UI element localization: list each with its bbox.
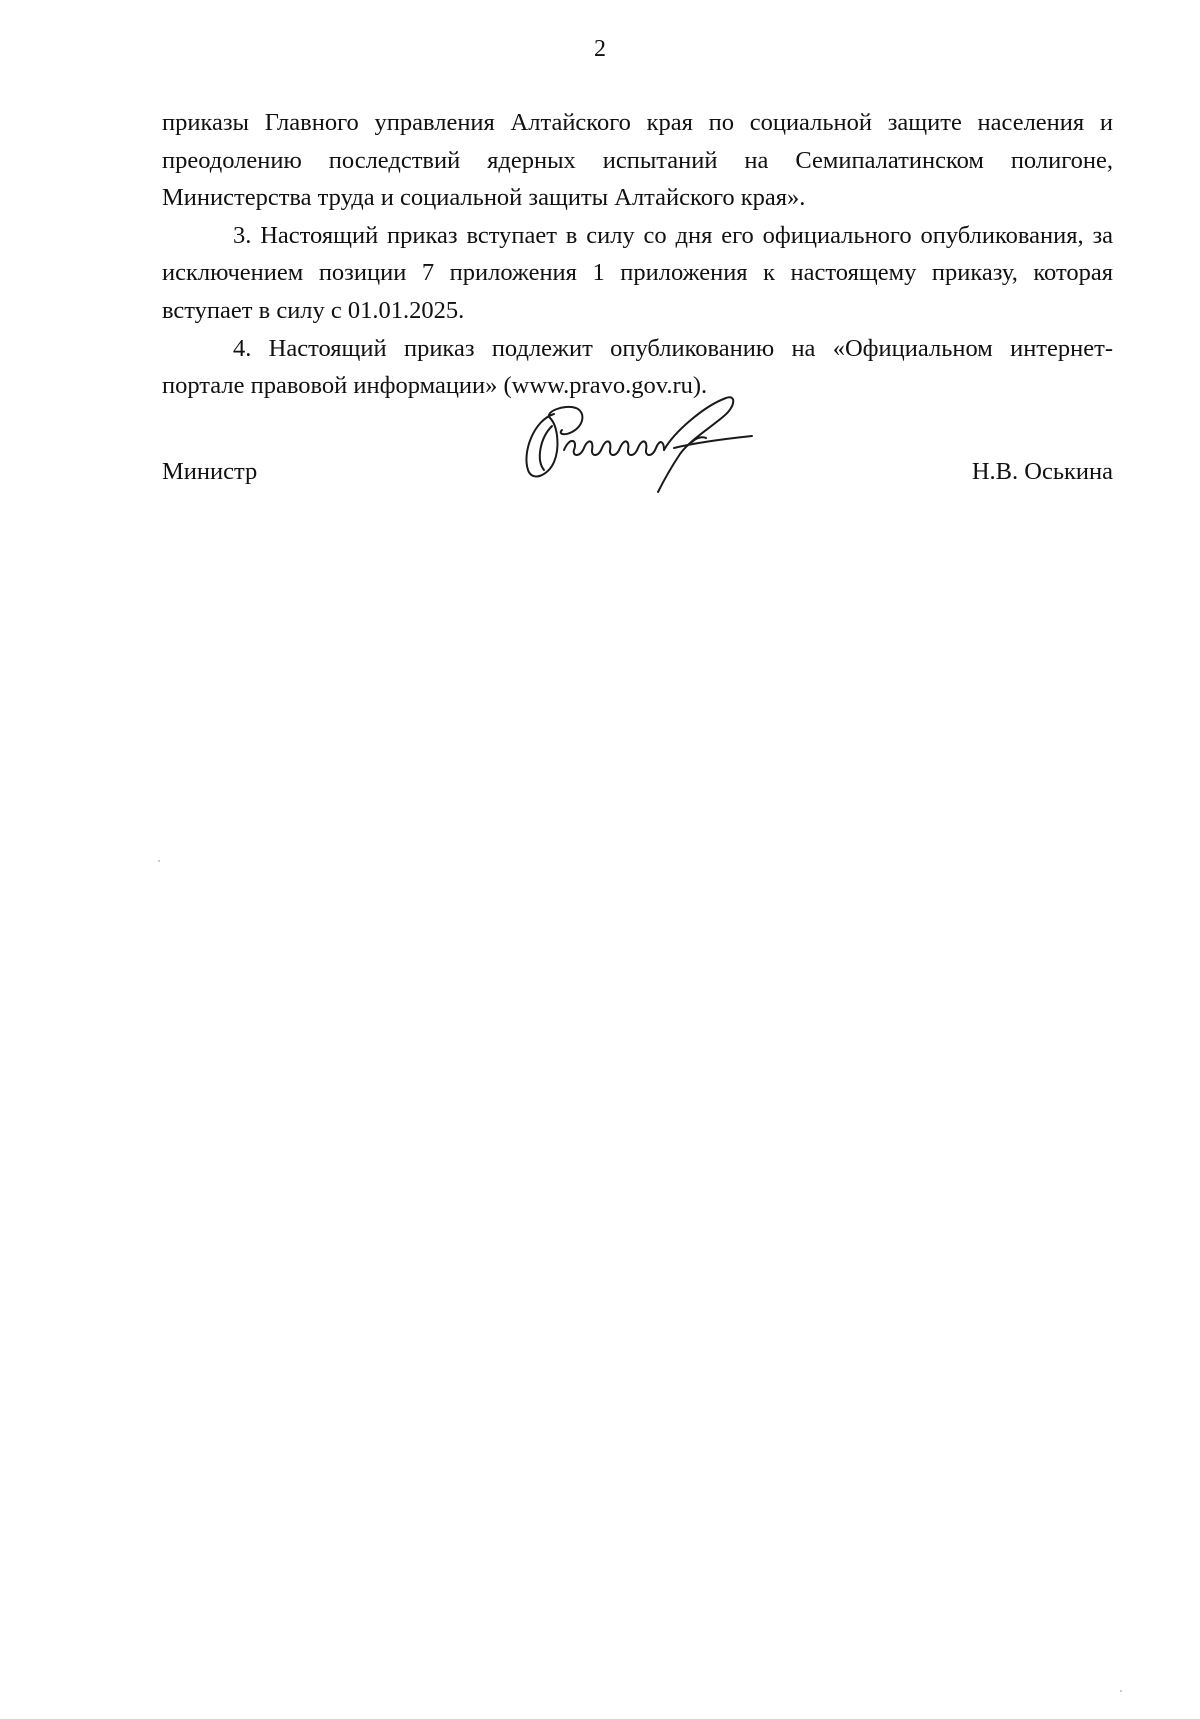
signer-name: Н.В. Оськина [971,458,1113,485]
handwritten-signature-icon [514,392,764,502]
paragraph-item-4: 4. Настоящий приказ подлежит опубликованию на «Официальном интернет-портале правовой информации» (www.pravo.gov.ru). [162,334,1113,400]
page-number: 2 [594,36,606,62]
paragraph-item-3: 3. Настоящий приказ вступает в силу со дня его официального опубликования, за исключением позиции 7 приложения 1 приложения к настоящему приказу, которая вступает в силу с 01.01.2025. [162,221,1113,324]
signature-drawing [514,392,764,502]
scan-artifact [158,860,160,862]
signer-position: Министр [162,458,258,485]
scan-artifact [1120,1690,1122,1692]
document-body [162,104,1113,405]
paragraph-continuation: приказы Главного управления Алтайского края по социальной защите населения и преодолению последствий ядерных испытаний на Семипалатинском полигоне, Министерства труда и социальной защиты Алтайского края». [162,109,1113,212]
signature-block [162,392,1113,512]
